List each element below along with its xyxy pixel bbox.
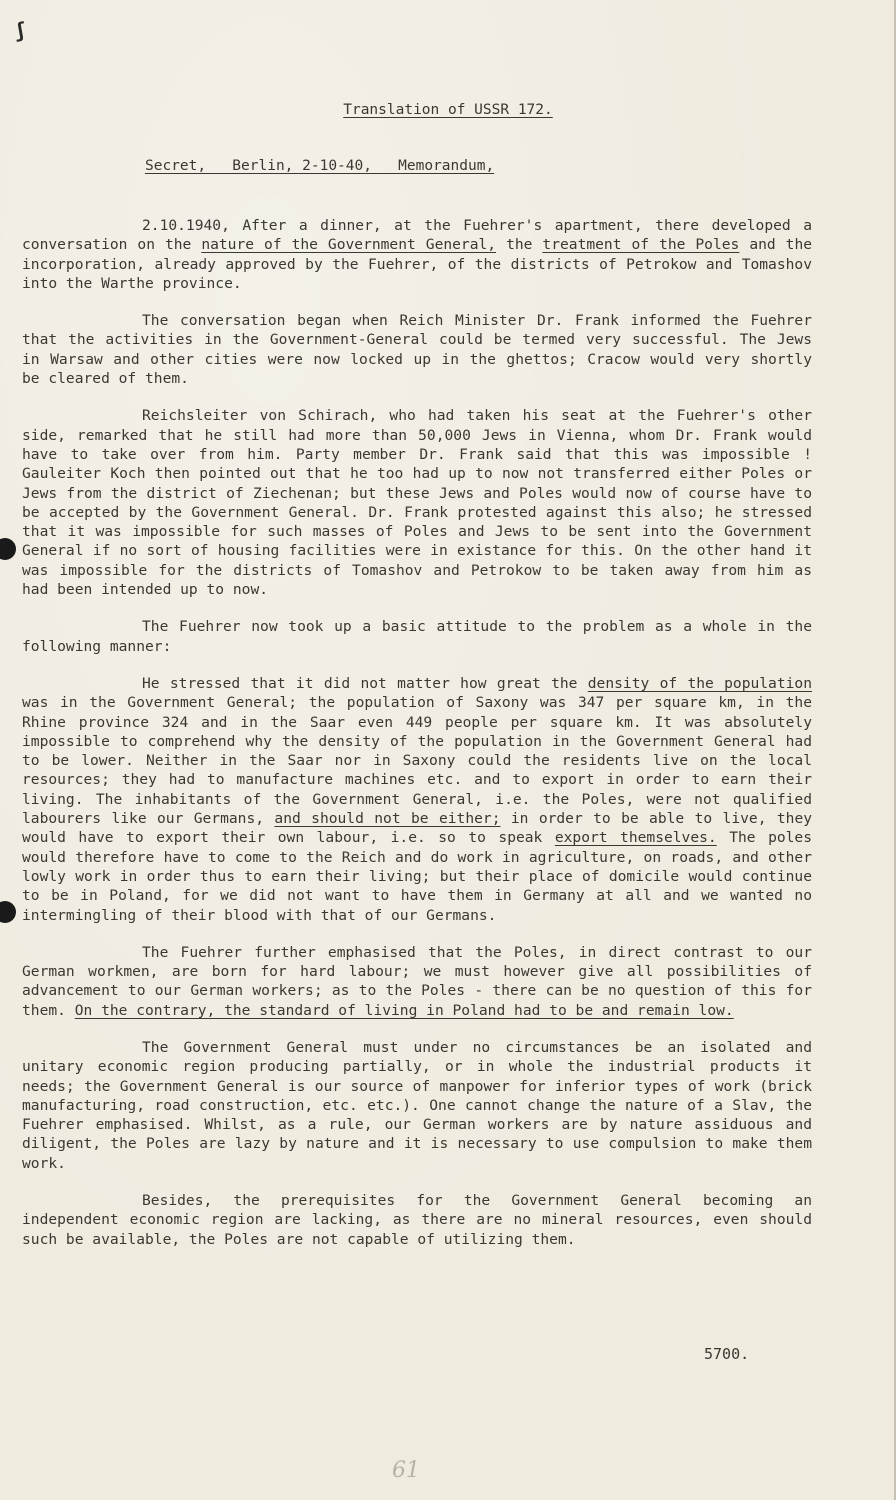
paragraph-text: in order to be able to live, they would have to export their own labour, i.e. so to speak (22, 810, 813, 847)
underlined-phrase: On the contrary, the standard of living in Poland had to be and remain low. (74, 1001, 734, 1019)
paragraph-text: The Government General must under no circumstances be an isolated and unitary economic region producing partially, or in whole the industrial products it needs; the Government General is our source of manpower for inferior types of work (brick manufacturing, road construction, etc. etc.). One cannot change the nature of a Slav, the Fuehrer emphasised. Whilst, as a rule, our German workers are by nature assiduous and diligent, the Poles are lazy by nature and it is necessary to use compulsion to make them work. (22, 1038, 812, 1172)
paragraph-text: and the incorporation, already approved by the Fuehrer, of the districts of Petrokow and Tomashov into the Warthe province. (22, 236, 813, 292)
paragraph-text: 2.10.1940, After a dinner, at the Fuehrer's apartment, there developed a conversation on the (22, 217, 812, 254)
body-paragraph (22, 674, 812, 925)
body-paragraph (22, 1038, 812, 1173)
underlined-phrase: nature of the Government General, (201, 236, 497, 254)
document-title: Translation of USSR 172. (343, 102, 553, 118)
underlined-phrase: density of the population (587, 674, 812, 692)
page-number: 5700. (704, 1345, 750, 1363)
punch-hole (0, 538, 16, 560)
body-paragraph (22, 617, 812, 656)
body-paragraph (22, 216, 812, 293)
underlined-phrase: treatment of the Poles (542, 236, 740, 254)
paragraph-text: was in the Government General; the population of Saxony was 347 per square km, in the Rhine province 324 and in the Saar even 449 people per square km. It was absolutely impossible to comprehend why the density of the population in the Government General had to be lower. Neither in the Saar nor in Saxony could the residents live on the local resources; they had to manufacture machines etc. and to export in order to earn their living. The inhabitants of the Government General, i.e. the Poles, were not qualified labourers like our Germans, (22, 694, 812, 828)
paragraph-text: He stressed that it did not matter how great the (142, 674, 588, 692)
body-paragraph (22, 311, 812, 388)
body-paragraph (22, 1191, 812, 1249)
paragraph-text: The Fuehrer further emphasised that the Poles, in direct contrast to our German workmen, are born for hard labour; we must however give all possibilities of advancement to our German workers; as to the Poles - there can be no question of this for them. (22, 943, 812, 1019)
underlined-phrase: export themselves. (554, 829, 717, 847)
underlined-phrase: and should not be either; (274, 810, 501, 828)
body-paragraph (22, 406, 812, 599)
paragraph-text: The poles would therefore have to come to the Reich and do work in agriculture, on roads, and other lowly work in order thus to earn their living; but their place of domicile would continue to be in Poland, for we did not want to have them in Germany at all and we wanted no intermingling of their blood with that of our Germans. (22, 829, 813, 924)
paragraph-text: Reichsleiter von Schirach, who had taken his seat at the Fuehrer's other side, remarked that he still had more than 50,000 Jews in Vienna, whom Dr. Frank would have to take over from him. Party member Dr. Frank said that this was impossible ! Gauleiter Koch then pointed out that he too had up to now not transferred either Poles or Jews from the district of Ziechenan; but these Jews and Poles would now of course have to be accepted by the Government General. Dr. Frank protested against this also; he stressed that it was impossible for such masses of Poles and Jews to be sent into the Government General if no sort of housing facilities were in existance for this. On the other hand it was impossible for the districts of Tomashov and Petrokow to be taken away from him as had been intended up to now. (22, 407, 812, 599)
paragraph-text: The conversation began when Reich Minister Dr. Frank informed the Fuehrer that the activities in the Government-General could be termed very successful. The Jews in Warsaw and other cities were now locked up in the ghettos; Cracow would very shortly be cleared of them. (22, 312, 812, 388)
pencil-annotation: 61 (392, 1458, 420, 1483)
document-subheader: Secret, Berlin, 2-10-40, Memorandum, (145, 158, 495, 174)
paragraph-text: The Fuehrer now took up a basic attitude to the problem as a whole in the following manner: (22, 618, 812, 655)
document-body (22, 216, 812, 1267)
handwritten-corner-mark: ʃ (12, 17, 29, 43)
paragraph-text: the (496, 236, 543, 254)
punch-hole (0, 901, 16, 923)
body-paragraph (22, 943, 812, 1020)
paragraph-text: Besides, the prerequisites for the Government General becoming an independent economic region are lacking, as there are no mineral resources, even should such be available, the Poles are not capable of utilizing them. (22, 1192, 812, 1248)
